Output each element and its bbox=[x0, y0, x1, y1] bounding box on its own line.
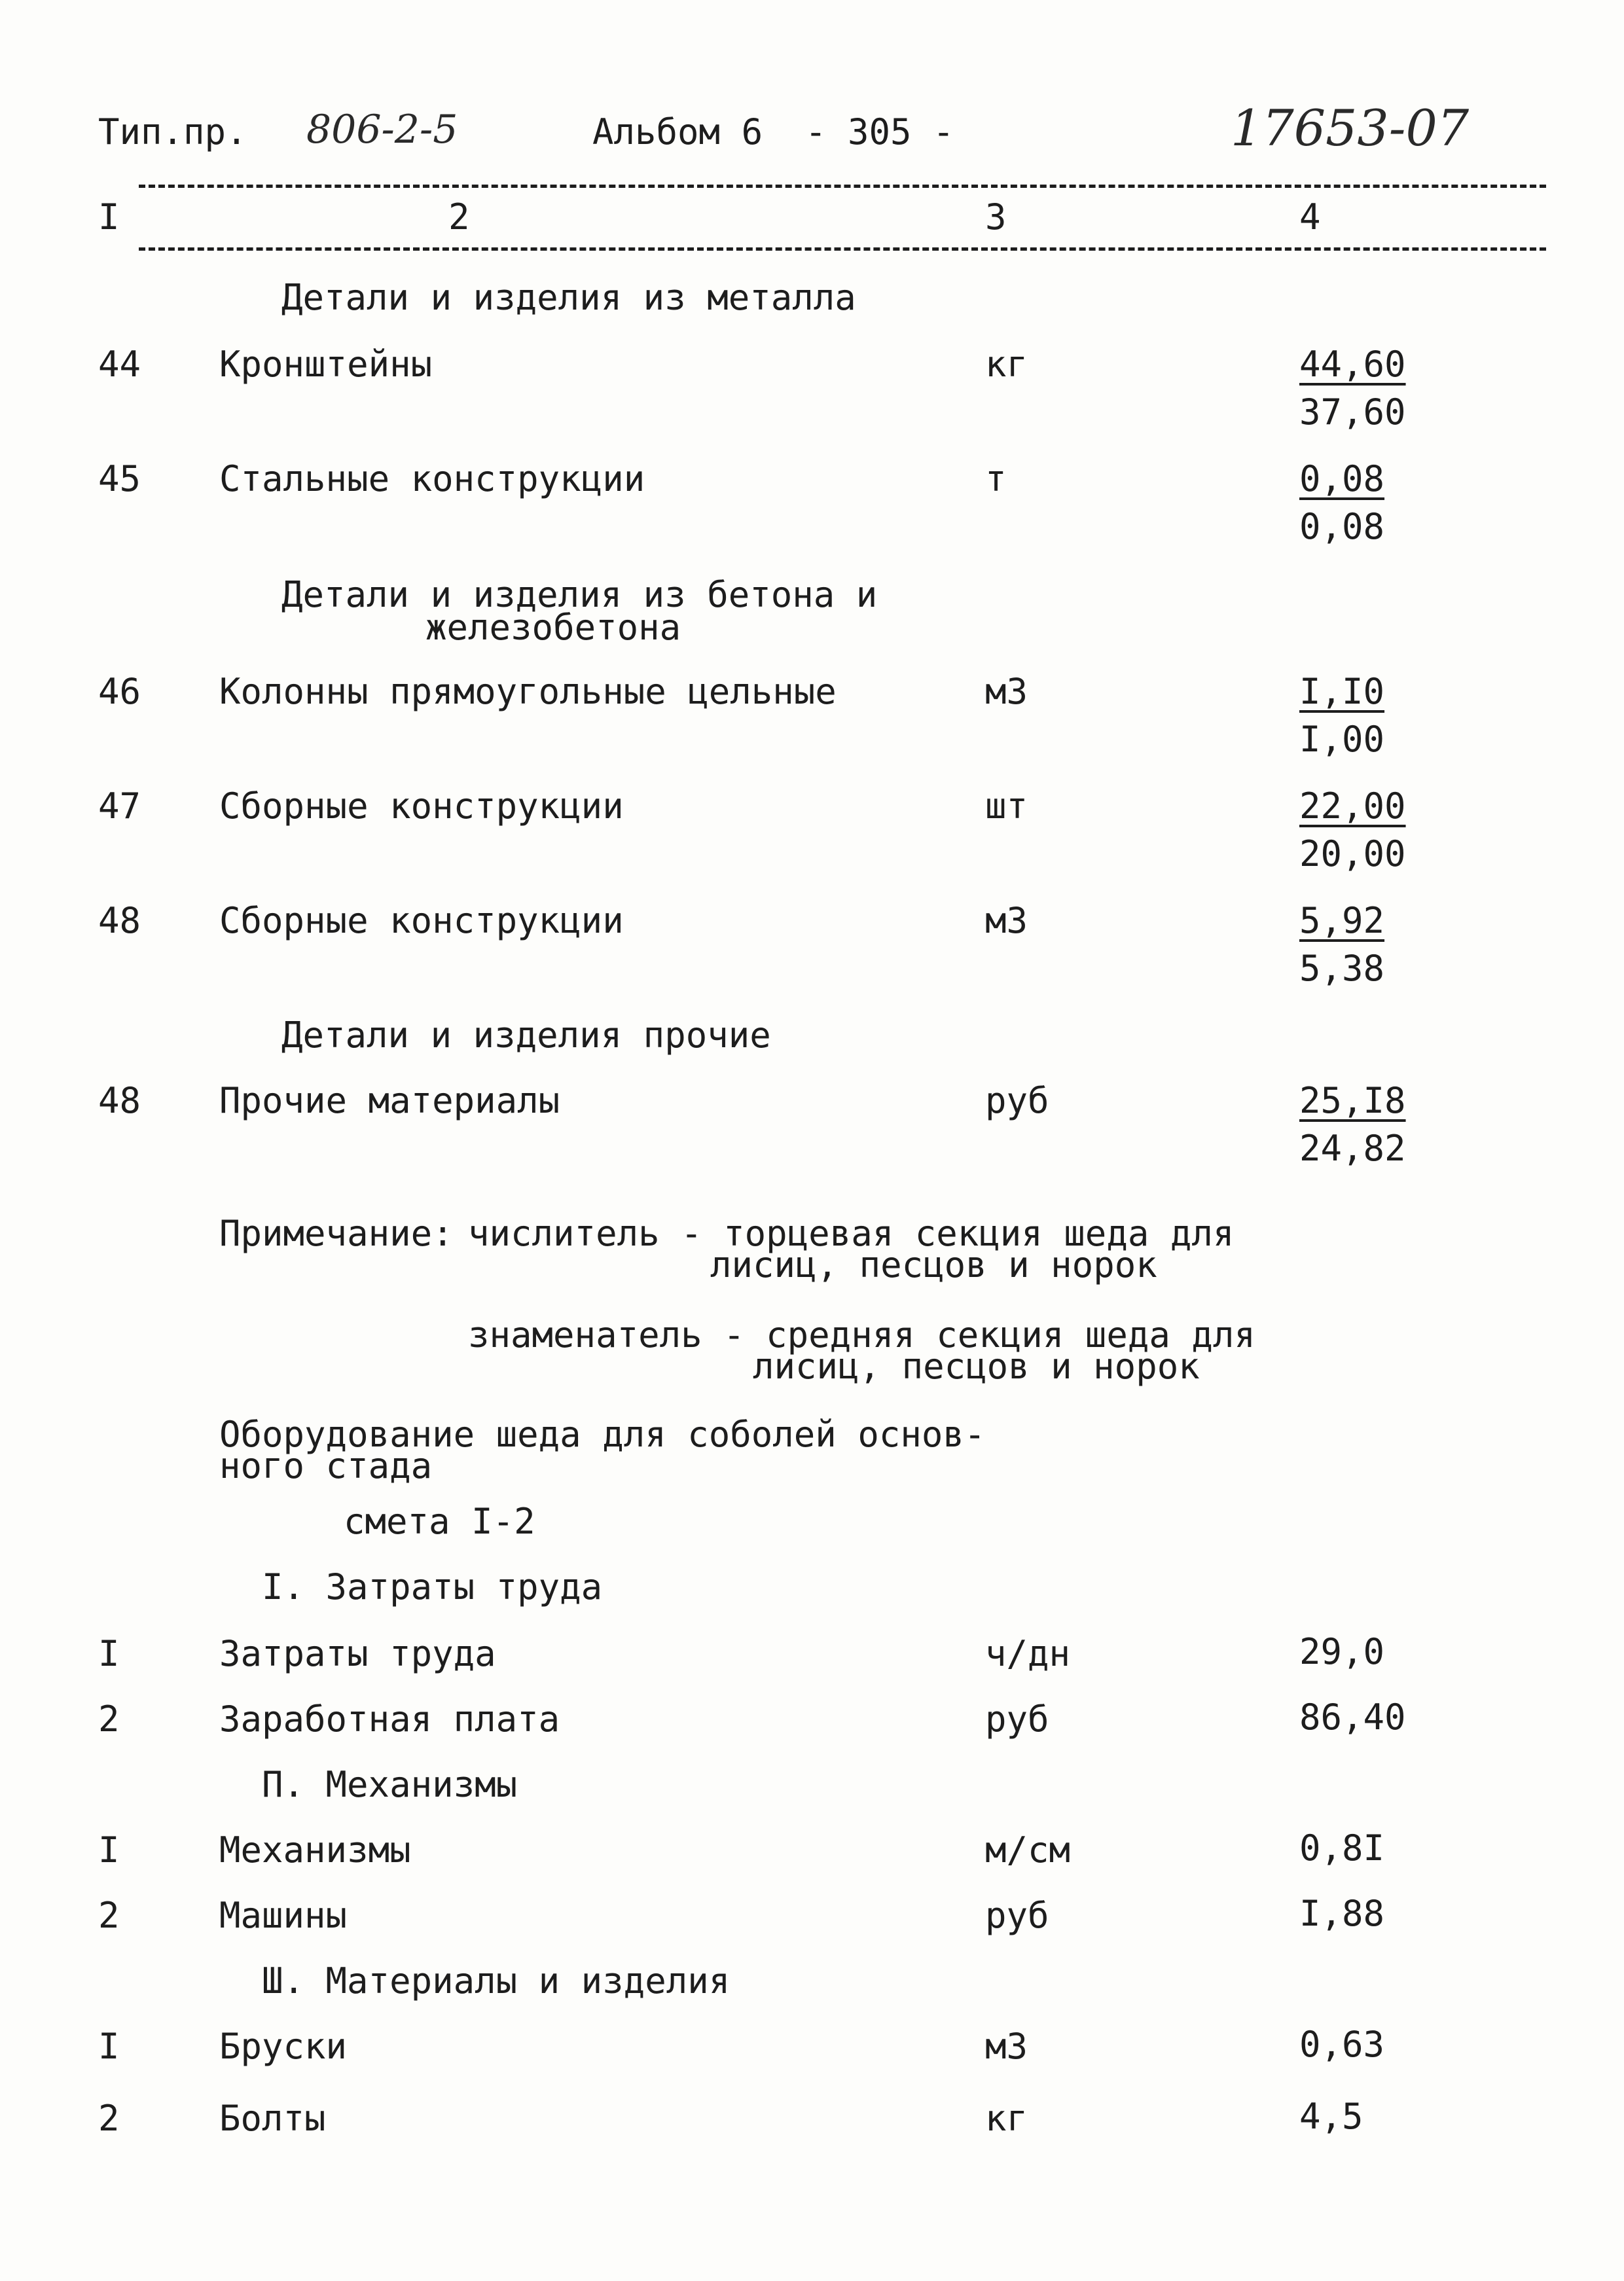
row-unit: кг bbox=[985, 2098, 1028, 2139]
note-denominator-cont: лисиц, песцов и норок bbox=[753, 1346, 1200, 1387]
section-heading-concrete-cont: железобетона bbox=[425, 607, 681, 648]
row-unit: м3 bbox=[985, 2026, 1028, 2067]
row-unit: м/см bbox=[985, 1829, 1071, 1871]
note-label: Примечание: bbox=[219, 1213, 454, 1254]
row-value-denominator: 5,38 bbox=[1299, 948, 1385, 989]
row-number: 47 bbox=[98, 785, 141, 827]
row-number: 2 bbox=[98, 1698, 120, 1740]
row-name: Стальные конструкции bbox=[219, 458, 645, 499]
row-name: Болты bbox=[219, 2098, 326, 2139]
row-number: I bbox=[98, 1829, 120, 1871]
type-label: Тип.пр. bbox=[98, 111, 247, 153]
row-name: Бруски bbox=[219, 2026, 348, 2067]
row-name: Заработная плата bbox=[219, 1698, 560, 1740]
section-heading-mechanisms: П. Механизмы bbox=[262, 1764, 518, 1805]
row-unit: руб bbox=[985, 1895, 1049, 1936]
column-1-header: I bbox=[98, 196, 120, 238]
row-value-numerator: 5,92 bbox=[1299, 900, 1385, 941]
row-value-numerator: 22,00 bbox=[1299, 785, 1406, 827]
row-value-denominator: I,00 bbox=[1299, 719, 1385, 760]
note-numerator: числитель - торцевая секция шеда для bbox=[468, 1213, 1235, 1254]
row-value: I,88 bbox=[1299, 1893, 1385, 1934]
row-name: Машины bbox=[219, 1895, 348, 1936]
row-number: 48 bbox=[98, 1080, 141, 1121]
row-value-numerator: 44,60 bbox=[1299, 344, 1406, 385]
section-heading-concrete: Детали и изделия из бетона и bbox=[281, 574, 878, 615]
row-number: 48 bbox=[98, 900, 141, 941]
column-2-header: 2 bbox=[448, 196, 470, 238]
row-number: 45 bbox=[98, 458, 141, 499]
row-name: Кронштейны bbox=[219, 344, 433, 385]
header-divider-top bbox=[139, 185, 1546, 188]
section-heading-other: Детали и изделия прочие bbox=[281, 1015, 771, 1056]
album-label: Альбом 6 bbox=[592, 111, 763, 153]
equipment-title-cont: ного стада bbox=[219, 1445, 433, 1486]
row-unit: м3 bbox=[985, 900, 1028, 941]
row-value: 0,63 bbox=[1299, 2024, 1385, 2065]
row-number: 44 bbox=[98, 344, 141, 385]
row-unit: кг bbox=[985, 344, 1028, 385]
section-heading-materials: Ш. Материалы и изделия bbox=[262, 1960, 731, 2002]
row-value: 86,40 bbox=[1299, 1697, 1406, 1738]
section-heading-metal: Детали и изделия из металла bbox=[281, 277, 856, 318]
row-number: I bbox=[98, 1633, 120, 1674]
row-name: Прочие материалы bbox=[219, 1080, 560, 1121]
equipment-title: Оборудование шеда для соболей основ- bbox=[219, 1414, 986, 1455]
row-unit: руб bbox=[985, 1080, 1049, 1121]
row-unit: т bbox=[985, 458, 1007, 499]
row-value: 29,0 bbox=[1299, 1631, 1385, 1672]
column-4-header: 4 bbox=[1299, 196, 1321, 238]
row-unit: шт bbox=[985, 785, 1028, 827]
project-number: 806-2-5 bbox=[306, 107, 458, 153]
row-number: 2 bbox=[98, 1895, 120, 1936]
row-unit: м3 bbox=[985, 671, 1028, 712]
section-heading-labor: I. Затраты труда bbox=[262, 1566, 603, 1607]
row-name: Сборные конструкции bbox=[219, 785, 624, 827]
column-3-header: 3 bbox=[985, 196, 1007, 238]
row-value-denominator: 0,08 bbox=[1299, 506, 1385, 547]
row-name: Механизмы bbox=[219, 1829, 411, 1871]
row-unit: ч/дн bbox=[985, 1633, 1071, 1674]
page-number: - 305 - bbox=[805, 111, 954, 153]
row-value-numerator: I,I0 bbox=[1299, 671, 1385, 712]
row-number: 46 bbox=[98, 671, 141, 712]
note-numerator-cont: лисиц, песцов и норок bbox=[710, 1244, 1157, 1285]
row-unit: руб bbox=[985, 1698, 1049, 1740]
row-value-denominator: 24,82 bbox=[1299, 1128, 1406, 1169]
row-value-denominator: 20,00 bbox=[1299, 833, 1406, 874]
row-number: 2 bbox=[98, 2098, 120, 2139]
row-number: I bbox=[98, 2026, 120, 2067]
row-value-denominator: 37,60 bbox=[1299, 391, 1406, 433]
note-denominator: знаменатель - средняя секция шеда для bbox=[468, 1314, 1255, 1356]
row-name: Затраты труда bbox=[219, 1633, 496, 1674]
row-value-numerator: 25,I8 bbox=[1299, 1080, 1406, 1121]
row-name: Колонны прямоугольные цельные bbox=[219, 671, 837, 712]
row-value: 0,8I bbox=[1299, 1827, 1385, 1869]
row-name: Сборные конструкции bbox=[219, 900, 624, 941]
header-divider-bottom bbox=[139, 247, 1546, 251]
document-code: 17653-07 bbox=[1231, 99, 1470, 157]
row-value-numerator: 0,08 bbox=[1299, 458, 1385, 499]
estimate-label: смета I-2 bbox=[344, 1501, 535, 1542]
row-value: 4,5 bbox=[1299, 2096, 1363, 2137]
